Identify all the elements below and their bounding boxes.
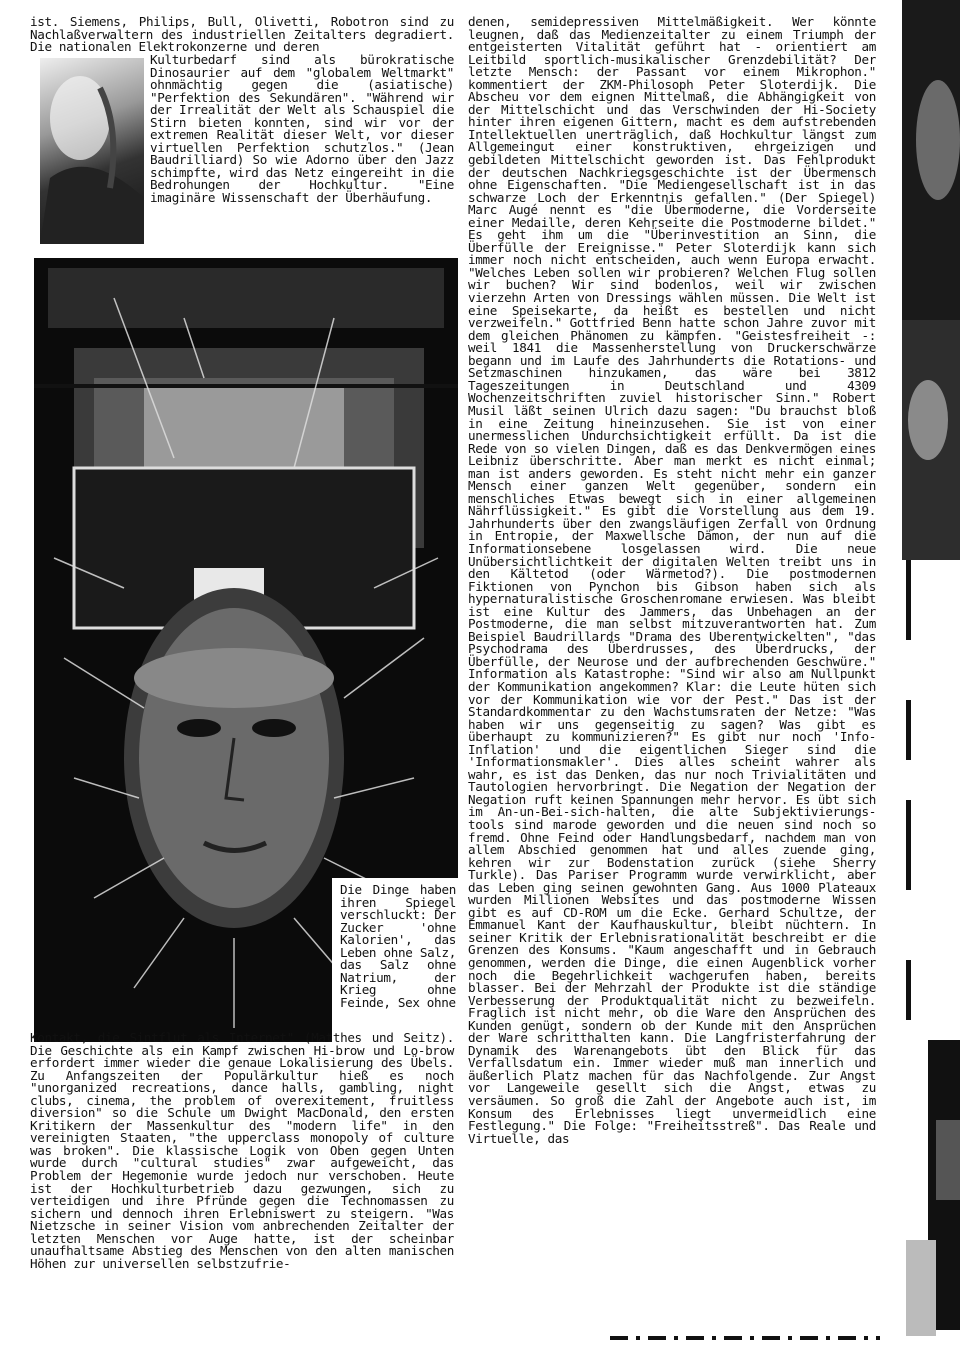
portrait-photo-art: [40, 58, 144, 244]
right-column-text: denen, semidepressiven Mittelmäßigkeit. Wer könnte leugnen, daß das Medienzeitalter zu einem Triumph der entgeisterten Vitalität geführt hat - orientiert am Leitbild sportlich-musikalischer Grenzdebilität? Der letzte Mensch: der Passant vor einem Mikrophon." kommentiert der ZKM-Philosoph Peter Sloterdijk. Die Abscheu vor dem eignen Mittelmaß, die Abhängigkeit von der Mittelschicht und das Verschwinden der Hi-Society hinter ihren eigenen Gittern, macht es dem aufstrebenden Intellektuellen unerträglich, daß Hochkultur längst zum Allgemeingut einer konstruktiven, ehrgeizigen und gebildeten Mittelschicht geworden ist. Das Fehlprodukt der deutschen Nachkriegsgeschichte ist der Übermensch ohne Eigenschaften. "Die Mediengesellschaft ist in das schwarze Loch der Erkenntnis gefallen." (Der Spiegel) Marc Augé nennt es "die Übermoderne, die Vorderseite einer Medaille, deren Kehrseite die Postmoderne bildet." Es geht ihm um die "Überinvestition an Sinn, die Überfülle der Ereignisse." Peter Sloterdijk kann sich immer noch nicht entscheiden, auch wenn Europa erwacht. "Welches Leben sollen wir probieren? Welchen Flug sollen wir buchen? Wir sind bodenlos, weil wir zwischen vierzehn Arten von Dressings wählen müssen. Die Welt ist eine Speisekarte, da heißt es bestellen und nicht verzweifeln." Gottfried Benn hatte schon Jahre zuvor mit dem gleichen Phänomen zu kämpfen. "Geistesfreiheit -: weil 1841 die Massenherstellung von Druckerschwärze begann und im Laufe des Jahrhunderts die Rotations- und Setzmaschinen hinzukamen, das wäre bei 3812 Tageszeitungen in Deutschland und 4309 Wochenzeitschriften zuviel historischer Sinn." Robert Musil läßt seinen Ulrich dazu sagen: "Du brauchst bloß in eine Zeitung hineinzusehen. Sie ist von einer unermesslichen Undurchsichtigkeit erfüllt. Da ist die Rede von so vielen Dingen, daß es das Denkvermögen eines Leibniz überschritte. Aber man merkt es nicht einmal; man ist anders geworden. Es steht nicht mehr ein ganzer Mensch einer ganzen Welt gegenüber, sondern ein menschliches Etwas bewegt sich in einer allgemeinen Nährflüssigkeit." Es gibt die Vorstellung aus dem 19. Jahrhunderts über den zwangsläufigen Zerfall von Ordnung in Entropie, der Maxwellsche Dämon, der nun auf die Informationsebene losgelassen wird. Die neue Unübersichtlichtkeit der digitalen Welten treibt uns in den Kältetod (oder Wärmetod?). Die postmodernen Fiktionen von Pynchon bis Gibson haben sich als hypernaturalistische Groschenromane erwiesen. Was bleibt ist eine Kultur des Jammers, das Unbehagen an der Postmoderne, die man selbst mitzuverantworten hat. Zum Beispiel Baudrillards "Drama des Uberentwickelten", "das Psychodrama des Überdrusses, des Überdrucks, der Überfülle, der Neurose und der aufbrechenden Geschwüre." Information als Katastrophe: "Sind wir also am Nullpunkt der Kommunikation angekommen? Klar: die Leute hüten sich vor der Kommunikation wie vor der Pest." Das ist der Standardkommentar zu den Wachstumsraten der Netze: "Was haben wir uns gegenseitig zu sagen? Was gibt es überhaupt zu kommunizieren?" Es gibt nur noch 'Info-Inflation' und die eigentlichen Sieger sind die 'Informationsmakler'. Dies alles scheint wahrer als wahr, es ist das Denken, das nur noch Trivialitäten und Tautologien hervorbringt. Die Negation der Negation der Negation ruft keinen Spannungen mehr hervor. Es übt sich im An-un-Bei-sich-halten, die alte Subjektivierungs-tools sind marode geworden und die neuen sind noch so fremd. Ohne Feind oder Handlungsbedarf, nachdem man von allem Abschied genommen hat und alles zuende ging, kehren wir zur Bodenstation zurück (siehe Sherry Turkle). Das Pariser Programm wurde verwirklicht, aber das Leben ging seinen gewohnten Gang. Aus 1000 Plateaux wurden Millionen Websites und das postmoderne Wissen gibt es auf CD-ROM um die Ecke. Gerhard Schultze, der Emmanuel Kant der Kaufhauskultur, bleibt nüchtern. In seiner Kritik der Erlebnisrationalität beschreibt er die Grenzen des Konsums. "Kaum angeschafft und in Gebrauch genommen, werden die Dinge, die einen Augenblick vorher noch die Begehrlichkeit wachgerufen haben, bereits blasser. Bei der Mehrzahl der Produkte ist die ständige Verbesserung der Produktqualität nicht zu bezweifeln. Fraglich ist nicht mehr, ob die Ware den Ansprüchen des Kunden genügt, sondern ob der Kunde mit den Ansprüchen der Ware schritthalten kann. Die Langfristerfahrung der Dynamik des Warenangebots übt den Blick für das Verfallsdatum ein. Immer wieder muß man innerlich und äußerlich Platz machen für das Nachfolgende. Zur Angst vor Langeweile gesellt sich die Angst, etwas zu versäumen. So groß die Zahl der Angebote auch ist, im Konsum des Erlebnisses liegt unvermeidlich eine Festlegung." Die Folge: "Freiheitsstreß". Das Reale und Virtuelle, das: [468, 14, 876, 1146]
side-photo-strip: [888, 0, 960, 1356]
side-photo-strip-art: [888, 0, 960, 1356]
left-column-top-text: ist. Siemens, Philips, Bull, Olivetti, Robotron sind zu Nachlaßverwaltern des industriellen Zeitalters degradiert. Die nationalen Elektrokonzerne und deren: [30, 14, 454, 55]
decorative-dash-line: [610, 1336, 880, 1340]
portrait-photo-small: [40, 58, 144, 244]
left-column-wrap-text: Kulturbedarf sind als bürokratische Dinosaurier auf dem "globalem Weltmarkt" ohnmächtig gegen die (asiatische) "Perfektion des Sekundären". "Während wir der Irrealität der Welt als Schauspiel die Stirn bieten konnten, sind wir vor der extremen Realität dieser Welt, vor dieser virtuellen Perfektion schutzlos." (Jean Baudrilliard) So wie Adorno über den Jazz schimpfte, wird das Netz eingereiht in die Bedrohungen der Hochkultur. "Eine imaginäre Wissenschaft der Überhäufung.: [150, 52, 454, 206]
left-column-bottom-text: Kontakt, die Sintflut als Internet" (Matthes und Seitz). Die Geschichte als ein Kampf zwischen Hi-brow und Lo-brow erfordert immer wieder die genaue Lokalisierung des Übels. Zu Anfangszeiten der Populärkultur hieß es noch "unorganized recreations, dance halls, gambling, night clubs, cinema, the problem of overexitement, fruitless diversion" so die Schule um Dwight MacDonald, den ersten Kritikern der Massenkultur des "modern life" in den vereinigten Staaten, "the upperclass monopoly of culture was broken". Die klassische Logik von Oben gegen Unten wurde durch "cultural studies" zwar aufgeweicht, das Problem der Hegemonie wurde jedoch nur verschoben. Heute ist der Hochkulturbetrieb dazu gezwungen, sich zu verteidigen und ihre Pfründe gegen die Technomassen zu sichern und dennoch ihren Erlebniswert zu steigern. "Was Nietzsche in seiner Vision vom anbrechenden Zeitalter der letzten Menschen vor Auge hatte, ist der scheinbar unaufhaltsame Abstieg des Menschen von den alten manischen Höhen zur universellen selbstzufrie-: [30, 1030, 454, 1271]
image-caption-text: Die Dinge haben ihren Spiegel verschluckt: Der Zucker 'ohne Kalorien', das Leben ohne Salz, das Salz ohne Natrium, der Krieg ohne Feinde, Sex ohne: [340, 882, 456, 1010]
